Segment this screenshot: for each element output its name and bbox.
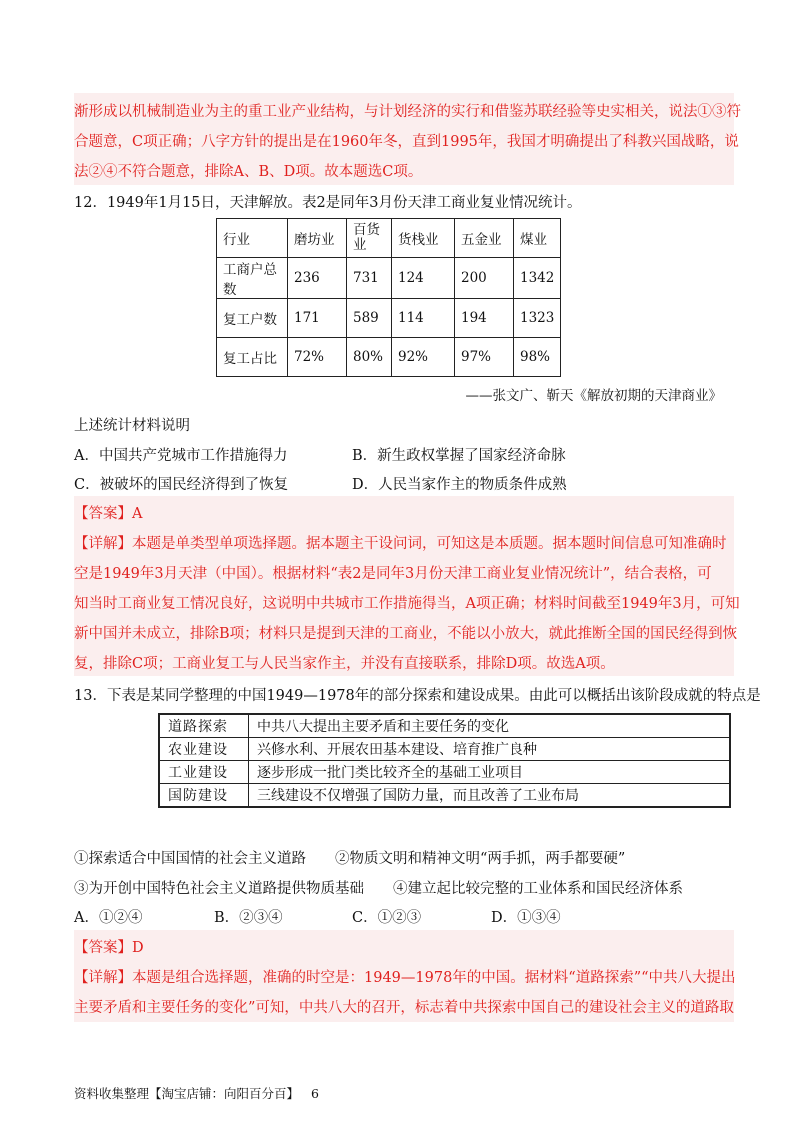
- detail-line: 法②④不符合题意，排除A、B、D项。故本题选C项。: [74, 164, 423, 180]
- table-cell: 农业建设: [159, 738, 249, 761]
- detail-line: 知当时工商业复工情况良好，这说明中共城市工作措施得当，A项正确；材料时间截至1949年3月，可知: [74, 596, 740, 612]
- table-row: [217, 338, 561, 377]
- table-cell: 逐步形成一批门类比较齐全的基础工业项目: [249, 761, 731, 784]
- footer-text: 资料收集整理【淘宝店铺：向阳百分百】: [74, 1086, 300, 1101]
- answer-line: [74, 936, 144, 957]
- table-cell: 731: [347, 258, 392, 299]
- detail-tag: 【详解】: [74, 536, 132, 552]
- table-cell: 236: [288, 258, 347, 299]
- page-footer: [74, 1084, 319, 1102]
- table-row: [217, 299, 561, 338]
- table-row: [159, 761, 730, 784]
- page-number: 6: [310, 1086, 319, 1101]
- table-cell: 80%: [347, 338, 392, 377]
- answer-line: [74, 502, 142, 523]
- table-cell: 三线建设不仅增强了国防力量，而且改善了工业布局: [249, 784, 731, 808]
- option-a: A．①②④: [74, 910, 143, 926]
- detail-line: 空是1949年3月天津（中国）。根据材料“表2是同年3月份天津工商业复业情况统计”，结合表格，可: [74, 566, 712, 582]
- option-c: C．①②③: [352, 910, 422, 926]
- table-cell: 复工占比: [217, 338, 288, 377]
- table-cell: 工商户总数: [217, 258, 288, 299]
- detail-text: 本题是组合选择题，准确的时空是：1949—1978年的中国。据材料“道路探索”“中共八大提出: [132, 970, 736, 986]
- question-13-stem: 13．下表是某同学整理的中国1949—1978年的部分探索和建设成果。由此可以概括出该阶段成就的特点是: [74, 688, 761, 704]
- answer-value: A: [132, 506, 143, 522]
- option-d: D．人民当家作主的物质条件成熟: [352, 477, 567, 493]
- q13-items-line: ③为开创中国特色社会主义道路提供物质基础 ④建立起比较完整的工业体系和国民经济体系: [74, 881, 683, 897]
- option-b: B．新生政权掌握了国家经济命脉: [352, 448, 566, 464]
- table-cell: 1342: [514, 258, 561, 299]
- question-12-prompt: 上述统计材料说明: [74, 418, 190, 434]
- table-cell: 98%: [514, 338, 561, 377]
- table-cell: 工业建设: [159, 761, 249, 784]
- answer-tag: 【答案】: [74, 940, 132, 956]
- table-header-cell: 货栈业: [392, 219, 455, 258]
- table-row: [217, 219, 561, 258]
- answer-detail-background: [74, 496, 734, 676]
- table-cell: 国防建设: [159, 784, 249, 808]
- option-b: B．②③④: [214, 910, 283, 926]
- table-header-cell: 磨坊业: [288, 219, 347, 258]
- table-cell: 中共八大提出主要矛盾和主要任务的变化: [249, 714, 731, 738]
- q13-items-line: ①探索适合中国国情的社会主义道路 ②物质文明和精神文明“两手抓，两手都要硬”: [74, 851, 626, 867]
- detail-tag: 【详解】: [74, 970, 132, 986]
- answer-value: D: [132, 940, 144, 956]
- table-cell: 道路探索: [159, 714, 249, 738]
- table-row: [159, 738, 730, 761]
- question-12-stem: 12．1949年1月15日，天津解放。表2是同年3月份天津工商业复业情况统计。: [74, 195, 582, 211]
- detail-line: [74, 966, 736, 987]
- table-cell: 兴修水利、开展农田基本建设、培育推广良种: [249, 738, 731, 761]
- table-header-cell: 煤业: [514, 219, 561, 258]
- table-source: ——张文广、靳天《解放初期的天津商业》: [465, 388, 722, 404]
- table-row: [217, 258, 561, 299]
- detail-line: [74, 532, 727, 553]
- detail-text: 本题是单类型单项选择题。据本题主干设问词，可知这是本质题。据本题时间信息可知准确时: [132, 536, 727, 552]
- table-cell: 1323: [514, 299, 561, 338]
- detail-line: 复，排除C项；工商业复工与人民当家作主，并没有直接联系，排除D项。故选A项。: [74, 656, 615, 672]
- table-cell: 72%: [288, 338, 347, 377]
- option-d: D．①③④: [491, 910, 561, 926]
- q13-achievement-table: [158, 713, 731, 808]
- table-cell: 97%: [455, 338, 514, 377]
- detail-line: 合题意，C项正确；八字方针的提出是在1960年冬，直到1995年，我国才明确提出了科教兴国战略，说: [74, 134, 739, 150]
- table-row: [159, 714, 730, 738]
- table-header-cell: 行业: [217, 219, 288, 258]
- table-cell: 589: [347, 299, 392, 338]
- table-header-cell: 五金业: [455, 219, 514, 258]
- table-cell: 92%: [392, 338, 455, 377]
- table-cell: 200: [455, 258, 514, 299]
- table-cell: 171: [288, 299, 347, 338]
- table-row: [159, 784, 730, 808]
- answer-tag: 【答案】: [74, 506, 132, 522]
- q12-statistics-table: [216, 218, 561, 377]
- detail-line: 新中国并未成立，排除B项；材料只是提到天津的工商业，不能以小放大，就此推断全国的国民经得到恢: [74, 626, 738, 642]
- option-c: C．被破坏的国民经济得到了恢复: [74, 477, 289, 493]
- table-cell: 124: [392, 258, 455, 299]
- table-cell: 复工户数: [217, 299, 288, 338]
- detail-line: 主要矛盾和主要任务的变化”可知，中共八大的召开，标志着中共探索中国自己的建设社会主义的道路取: [74, 1000, 734, 1016]
- option-a: A．中国共产党城市工作措施得力: [74, 448, 288, 464]
- table-header-cell: 百货业: [347, 219, 392, 258]
- table-cell: 194: [455, 299, 514, 338]
- table-cell: 114: [392, 299, 455, 338]
- detail-line: 渐形成以机械制造业为主的重工业产业结构，与计划经济的实行和借鉴苏联经验等史实相关，说法①③符: [74, 104, 741, 120]
